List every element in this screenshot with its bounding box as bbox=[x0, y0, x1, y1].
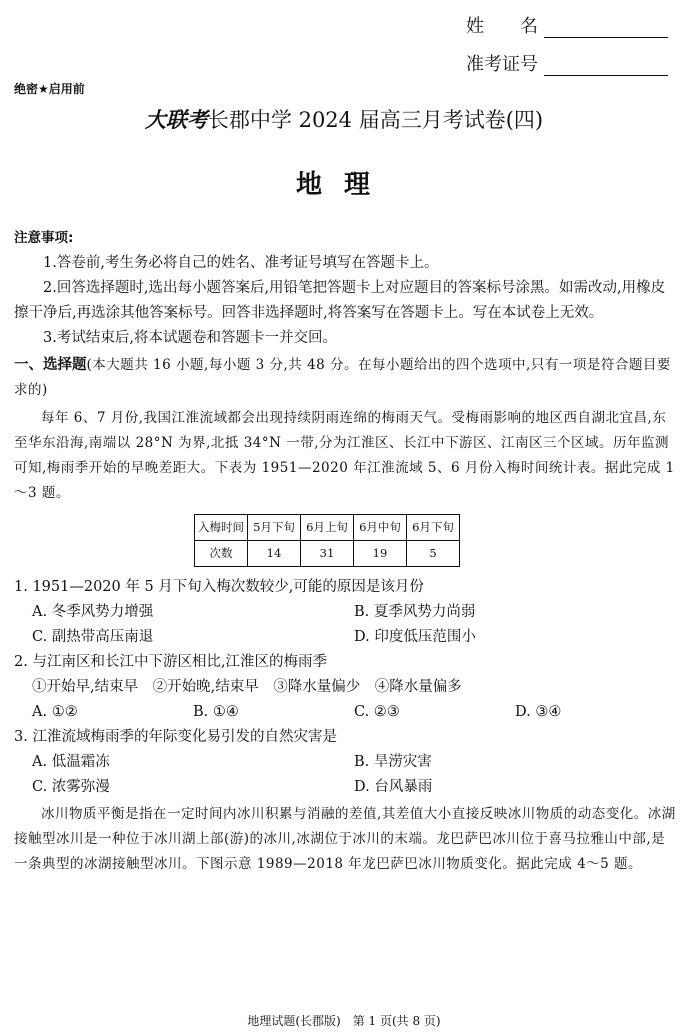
question-2-options-row bbox=[14, 700, 676, 725]
name-field[interactable] bbox=[466, 12, 668, 38]
title-text: 长郡中学 2024 届高三月考试卷(四) bbox=[207, 108, 544, 132]
table-header-cell: 入梅时间 bbox=[195, 515, 248, 541]
name-input-line[interactable] bbox=[544, 15, 668, 38]
question-1-stem: 1. 1951—2020 年 5 月下旬入梅次数较少,可能的原因是该月份 bbox=[14, 579, 424, 595]
option-d[interactable]: D. ③④ bbox=[515, 704, 562, 720]
question-2-statements: ①开始早,结束早 ②开始晚,结束早 ③降水量偏少 ④降水量偏多 bbox=[32, 679, 462, 695]
meiyu-onset-table bbox=[194, 514, 460, 567]
subject-title: 地理 bbox=[295, 170, 392, 200]
exam-title bbox=[0, 104, 688, 134]
table-cell: 19 bbox=[354, 541, 407, 567]
question-1-options-row bbox=[14, 600, 676, 625]
passage-meiyu: 每年 6、7 月份,我国江淮流域都会出现持续阴雨连绵的梅雨天气。受梅雨影响的地区西自湖北宜昌,东至华东沿海,南端以 28°N 为界,北抵 34°N 一带,分为江淮区、长江中下游区、江南区三个区域。历年监测可知,梅雨季开始的早晚差距大。下表为 1951—2020 年江淮流域 5、6 月份入梅时间统计表。据此完成 1～3 题。 bbox=[14, 410, 675, 501]
table-cell: 次数 bbox=[195, 541, 248, 567]
exam-number-input-line[interactable] bbox=[544, 53, 668, 76]
question-2-stem: 2. 与江南区和长江中下游区相比,江淮区的梅雨季 bbox=[14, 654, 328, 670]
secret-mark: 绝密★启用前 bbox=[14, 82, 85, 96]
option-d[interactable]: D. 印度低压范围小 bbox=[354, 629, 476, 645]
note-item: 1.答卷前,考生务必将自己的姓名、准考证号填写在答题卡上。 bbox=[43, 255, 439, 271]
option-c[interactable]: C. 浓雾弥漫 bbox=[32, 779, 110, 795]
table-header-cell: 6月下旬 bbox=[407, 515, 460, 541]
option-d[interactable]: D. 台风暴雨 bbox=[354, 779, 433, 795]
question-3-options-row bbox=[14, 750, 676, 775]
table-row bbox=[195, 541, 460, 567]
option-a[interactable]: A. ①② bbox=[32, 704, 78, 720]
option-c[interactable]: C. 副热带高压南退 bbox=[32, 629, 154, 645]
exam-number-label: 准考证号 bbox=[466, 54, 538, 75]
option-a[interactable]: A. 低温霜冻 bbox=[32, 754, 110, 770]
option-a[interactable]: A. 冬季风势力增强 bbox=[32, 604, 154, 620]
question-3-options-row bbox=[14, 775, 676, 800]
passage-glacier: 冰川物质平衡是指在一定时间内冰川积累与消融的差值,其差值大小直接反映冰川物质的动态变化。冰湖接触型冰川是一种位于冰川湖上部(游)的冰川,冰湖位于冰川的末端。龙巴萨巴冰川位于喜马拉雅山中部,是一条典型的冰湖接触型冰川。下图示意 1989—2018 年龙巴萨巴冰川物质变化。据此完成 4～5 题。 bbox=[14, 806, 676, 872]
table-header-cell: 6月上旬 bbox=[301, 515, 354, 541]
page-footer: 地理试题(长郡版) 第 1 页(共 8 页) bbox=[247, 1014, 441, 1028]
question-3-stem: 3. 江淮流域梅雨季的年际变化易引发的自然灾害是 bbox=[14, 729, 337, 745]
section-description: (本大题共 16 小题,每小题 3 分,共 48 分。在每小题给出的四个选项中,只有一项是符合题目要求的) bbox=[14, 357, 671, 398]
table-header-cell: 6月中旬 bbox=[354, 515, 407, 541]
note-item: 3.考试结束后,将本试题卷和答题卡一并交回。 bbox=[43, 330, 337, 346]
option-b[interactable]: B. 夏季风势力尚弱 bbox=[354, 604, 476, 620]
page-content bbox=[14, 226, 676, 877]
table-header-cell: 5月下旬 bbox=[248, 515, 301, 541]
table-cell: 5 bbox=[407, 541, 460, 567]
notes-heading: 注意事项: bbox=[14, 230, 74, 246]
name-label: 姓 名 bbox=[466, 16, 538, 37]
option-b[interactable]: B. ①④ bbox=[193, 704, 239, 720]
exam-number-field[interactable] bbox=[466, 50, 668, 76]
question-1-options-row bbox=[14, 625, 676, 650]
table-cell: 14 bbox=[248, 541, 301, 567]
option-c[interactable]: C. ②③ bbox=[354, 704, 400, 720]
brand-logo-text: 大联考 bbox=[144, 108, 208, 132]
section-title: 一、选择题 bbox=[14, 357, 87, 373]
note-item: 2.回答选择题时,选出每小题答案后,用铅笔把答题卡上对应题目的答案标号涂黑。如需改动,用橡皮擦干净后,再选涂其他答案标号。回答非选择题时,将答案写在答题卡上。写在本试卷上无效。 bbox=[14, 280, 666, 321]
section-heading bbox=[14, 353, 676, 403]
table-header-row bbox=[195, 515, 460, 541]
table-cell: 31 bbox=[301, 541, 354, 567]
option-b[interactable]: B. 旱涝灾害 bbox=[354, 754, 432, 770]
